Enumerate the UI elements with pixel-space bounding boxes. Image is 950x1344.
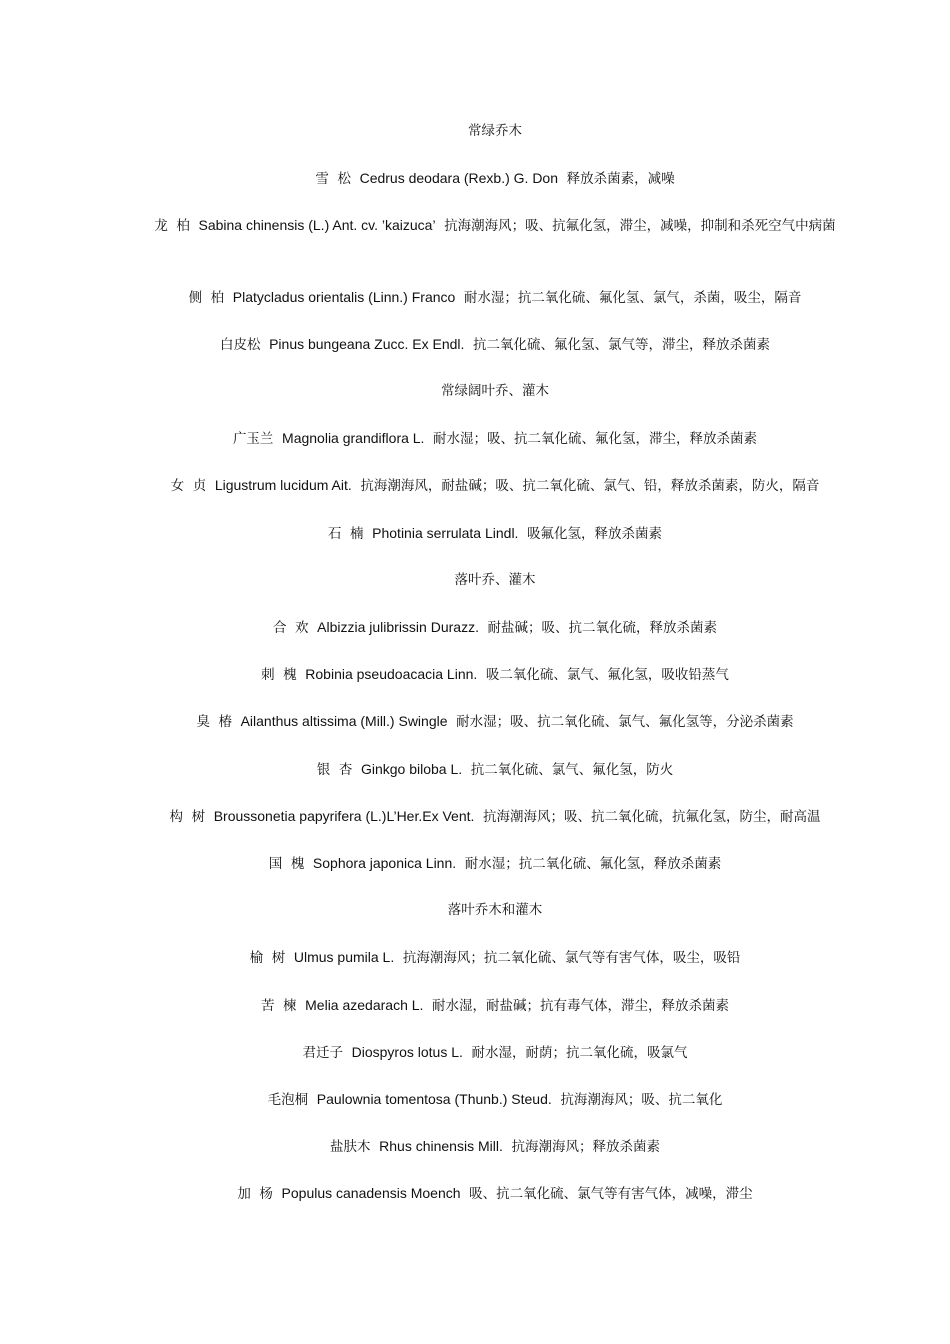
plant-name: 龙 柏 [154, 218, 190, 235]
plant-name: 国 槐 [268, 856, 305, 872]
plant-entry [130, 805, 860, 828]
latin-name: Broussonetia papyrifera (L.)L’Her.Ex Vent. [213, 807, 475, 824]
latin-name: Populus canadensis Moench [281, 1185, 461, 1202]
heading-text: 常绿乔木 [468, 123, 522, 139]
plant-entry [130, 1041, 860, 1064]
latin-name: Paulownia tomentosa (Thunb.) Steud. [316, 1091, 552, 1107]
latin-name: Ulmus pumila L. [293, 949, 395, 966]
plant-name: 君迁子 [302, 1044, 344, 1061]
plant-effects: 抗海潮海风；释放杀菌素 [511, 1139, 660, 1156]
plant-entry [130, 427, 860, 450]
latin-name: Diospyros lotus L. [351, 1043, 463, 1060]
latin-name: Ligustrum lucidum Ait. [214, 477, 352, 494]
plant-name: 广玉兰 [232, 431, 274, 448]
plant-entry [130, 286, 860, 309]
plant-entry [130, 663, 860, 686]
plant-entry [130, 1182, 860, 1205]
plant-effects: 吸、抗二氧化硫、氯气等有害气体，减噪，滞尘 [469, 1186, 753, 1203]
heading-text: 落叶乔木和灌木 [447, 902, 543, 919]
latin-name: Rhus chinensis Mill. [379, 1138, 503, 1155]
plant-entry [130, 167, 860, 190]
plant-name: 加 杨 [237, 1186, 273, 1203]
plant-effects: 耐水湿，耐荫；抗二氧化硫，吸氯气 [471, 1044, 688, 1061]
plant-entry [130, 474, 860, 497]
section-heading [130, 120, 860, 142]
plant-name: 女 贞 [170, 478, 207, 495]
plant-entry [130, 522, 860, 545]
plant-name: 构 树 [169, 808, 206, 825]
latin-name: Sabina chinensis (L.) Ant. cv. ’kaizuca’ [198, 217, 436, 234]
plant-name: 盐肤木 [330, 1139, 371, 1156]
plant-effects: 抗海潮海风；抗二氧化硫、氯气等有害气体，吸尘，吸铅 [402, 950, 741, 967]
latin-name: Photinia serrulata Lindl. [372, 524, 519, 541]
plant-entry [130, 1088, 860, 1111]
plant-effects: 吸氟化氢，释放杀菌素 [527, 525, 663, 542]
latin-name: Magnolia grandiflora L. [282, 430, 425, 447]
plant-entry [130, 333, 860, 356]
plant-effects: 抗二氧化硫、氟化氢、氯气等，滞尘，释放杀菌素 [473, 336, 771, 353]
latin-name: Platycladus orientalis (Linn.) Franco [232, 288, 456, 305]
plant-effects: 吸二氧化硫、氯气、氟化氢，吸收铅蒸气 [485, 667, 729, 684]
plant-effects: 耐水湿，耐盐碱；抗有毒气体，滞尘，释放杀菌素 [432, 997, 730, 1014]
plant-name: 毛泡桐 [267, 1092, 309, 1108]
plant-effects: 耐水湿；抗二氧化硫、氟化氢，释放杀菌素 [464, 856, 722, 872]
latin-name: Ginkgo biloba L. [360, 760, 463, 777]
plant-name: 白皮松 [219, 336, 261, 353]
latin-name: Cedrus deodara (Rexb.) G. Don [359, 170, 559, 187]
heading-text: 落叶乔、灌木 [454, 571, 536, 588]
plant-effects: 释放杀菌素，减噪 [566, 171, 675, 188]
plant-effects: 耐盐碱；吸、抗二氧化硫，释放杀菌素 [487, 620, 718, 636]
plant-effects: 抗海潮海风；吸、抗二氧化 [560, 1092, 723, 1108]
plant-name: 雪 松 [315, 171, 351, 188]
section-heading [130, 380, 860, 402]
plant-effects: 耐水湿；吸、抗二氧化硫、氯气、氟化氢等，分泌杀菌素 [456, 714, 794, 731]
plant-name: 侧 柏 [188, 289, 225, 306]
plant-name: 刺 槐 [261, 667, 297, 684]
plant-name: 榆 树 [249, 950, 286, 967]
plant-effects: 耐水湿；吸、抗二氧化硫、氟化氢，滞尘，释放杀菌素 [433, 431, 758, 448]
plant-effects: 抗海潮海风；吸、抗二氧化硫，抗氟化氢，防尘，耐高温 [482, 808, 821, 825]
plant-name: 银 杏 [316, 761, 353, 778]
latin-name: Albizzia julibrissin Durazz. [317, 619, 479, 635]
plant-name: 合 欢 [272, 620, 309, 636]
section-heading [130, 569, 860, 591]
plant-effects: 耐水湿；抗二氧化硫、氟化氢、氯气，杀菌，吸尘，隔音 [463, 289, 802, 306]
plant-name: 石 楠 [327, 525, 364, 542]
plant-entry [130, 1135, 860, 1158]
plant-entry [130, 994, 860, 1017]
plant-name: 臭 椿 [196, 714, 232, 731]
plant-entry [130, 758, 860, 781]
plant-entry [130, 616, 860, 639]
plant-effects: 抗海潮海风，耐盐碱；吸、抗二氧化硫、氯气、铅，释放杀菌素，防火，隔音 [360, 478, 820, 495]
heading-text: 常绿阔叶乔、灌木 [441, 383, 549, 399]
plant-effects: 抗二氧化硫、氯气、氟化氢，防火 [470, 761, 674, 778]
latin-name: Melia azedarach L. [305, 996, 424, 1013]
latin-name: Ailanthus altissima (Mill.) Swingle [240, 713, 448, 730]
latin-name: Sophora japonica Linn. [312, 855, 457, 871]
plant-effects: 抗海潮海风；吸、抗氟化氢，滞尘，减噪，抑制和杀死空气中病菌 [444, 218, 836, 235]
latin-name: Robinia pseudoacacia Linn. [305, 666, 478, 683]
plant-name: 苦 楝 [260, 997, 297, 1014]
plant-entry [130, 946, 860, 969]
latin-name: Pinus bungeana Zucc. Ex Endl. [269, 335, 465, 352]
plant-entry [130, 852, 860, 875]
plant-entry [130, 214, 860, 237]
plant-entry [130, 710, 860, 733]
section-heading [130, 899, 860, 921]
